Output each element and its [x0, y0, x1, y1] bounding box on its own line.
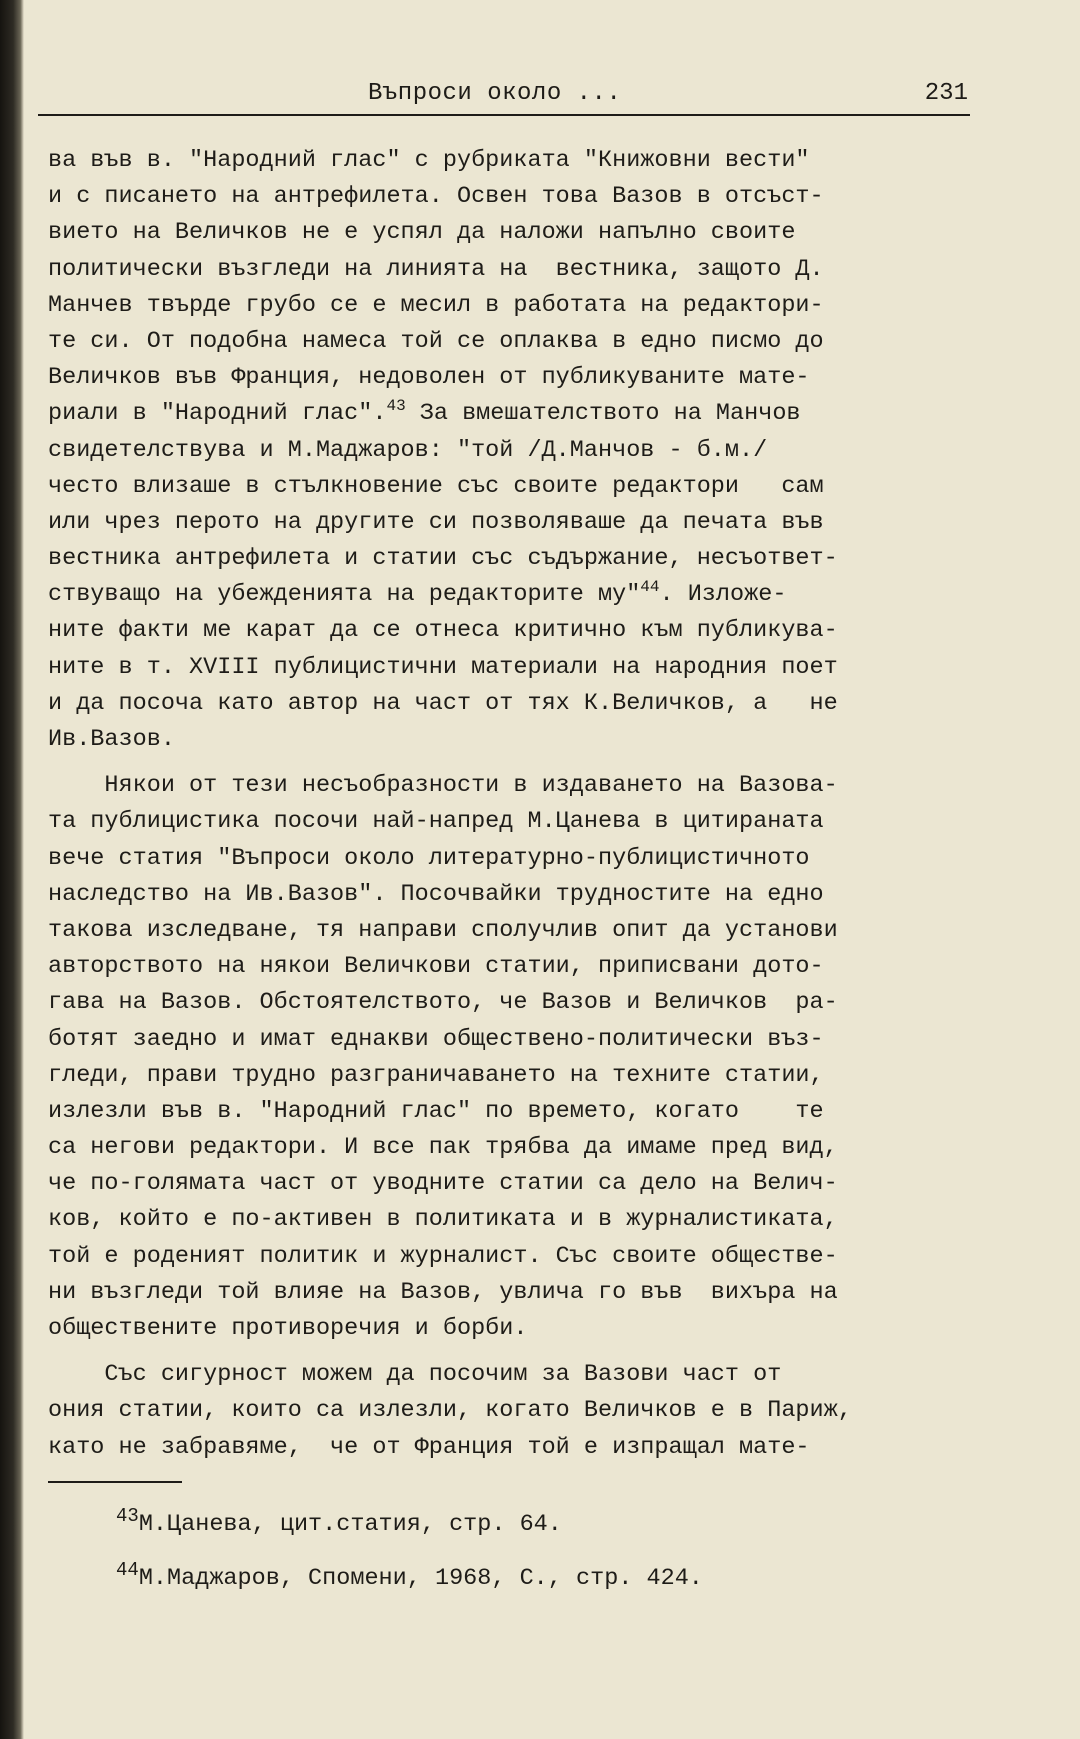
text-line: че по-голямата част от уводните статии са дело на Велич-: [48, 1170, 838, 1198]
text-line: политически възгледи на линията на вестника, защото Д.: [48, 255, 824, 283]
text-line: са негови редактори. И все пак трябва да имаме пред вид,: [48, 1134, 838, 1162]
footnote-ref-43: 43: [386, 397, 406, 416]
text-line: Ив.Вазов.: [48, 726, 175, 753]
text-line: и с писането на антрефилета. Освен това Вазов в отсъст-: [48, 183, 824, 211]
line-text: риали в "Народний глас".: [48, 400, 387, 428]
text-line: вече статия "Въпроси около литературно-публицистичното: [48, 844, 810, 872]
text-line: Манчев твърде грубо се е месил в работата на редактори-: [48, 291, 824, 319]
paragraph: [48, 1357, 996, 1466]
text-line: ков, който е по-активен в политиката и в журналистиката,: [48, 1206, 838, 1234]
text-line: Величков във Франция, недоволен от публикуваните мате-: [48, 364, 810, 392]
text-line: като не забравяме, че от Франция той е изпращал мате-: [48, 1433, 810, 1461]
text-line: [48, 577, 996, 613]
page-number: 231: [924, 80, 968, 107]
text-line: гледи, прави трудно разграничаването на техните статии,: [48, 1061, 824, 1089]
text-line: ботят заедно и имат еднакви обществено-политически въз-: [48, 1025, 824, 1053]
text-line: наследство на Ив.Вазов". Посочвайки трудностите на едно: [48, 880, 824, 908]
text-line: излезли във в. "Народний глас" по времето, когато те: [48, 1097, 824, 1125]
footnote-separator: [48, 1481, 182, 1483]
text-line: той е роденият политик и журналист. Със своите обществе-: [48, 1242, 838, 1270]
running-title: Въпроси около ...: [368, 80, 622, 107]
paragraph: [48, 768, 996, 1347]
footnote-ref-44: 44: [640, 578, 660, 597]
text-line: вието на Величков не е успял да наложи напълно своите: [48, 219, 796, 247]
running-header: [38, 80, 970, 116]
text-line: такова изследване, тя направи сполучлив опит да установи: [48, 916, 838, 944]
footnotes: [116, 1498, 703, 1606]
footnote-44: [116, 1552, 703, 1606]
footnote-43: [116, 1498, 703, 1552]
body-text: [48, 143, 996, 1466]
paragraph: [48, 143, 996, 758]
line-text-tail: . Изложе-: [659, 581, 787, 609]
text-line: [48, 396, 996, 432]
text-line: и да посоча като автор на част от тях К.Величков, а не: [48, 689, 838, 717]
footnote-text: М.Цанева, цит.статия, стр. 64.: [138, 1511, 562, 1538]
text-line: ония статии, които са излезли, когато Величков е в Париж,: [48, 1397, 852, 1425]
text-line: вестника антрефилета и статии със съдържание, несъответ-: [48, 545, 838, 573]
text-line: свидетелствува и М.Маджаров: "той /Д.Манчов - б.м./: [48, 436, 768, 464]
text-line: Със сигурност можем да посочим за Вазови част от: [48, 1361, 782, 1389]
text-line: обществените противоречия и борби.: [48, 1315, 528, 1342]
paragraph-gap: [48, 1347, 996, 1357]
text-line: ните в т. XVIII публицистични материали на народния поет: [48, 653, 838, 681]
text-line: ва във в. "Народний глас" с рубриката "Книжовни вести": [48, 147, 810, 174]
footnote-number: 44: [116, 1559, 139, 1582]
footnote-number: 43: [116, 1505, 139, 1528]
text-line: често влизаше в стълкновение със своите редактори сам: [48, 472, 824, 500]
text-line: та публицистика посочи най-напред М.Цанева в цитираната: [48, 808, 824, 836]
line-text-tail: За вмешателството на Манчов: [405, 400, 801, 428]
footnote-text: М.Маджаров, Спомени, 1968, С., стр. 424.: [138, 1565, 703, 1592]
text-line: или чрез перото на другите си позволяваше да печата във: [48, 508, 824, 536]
text-line: те си. От подобна намеса той се оплаква в едно писмо до: [48, 327, 824, 355]
line-text: ствуващо на убежденията на редакторите му": [48, 581, 641, 609]
paragraph-gap: [48, 758, 996, 768]
text-line: ни възгледи той влияе на Вазов, увлича го във вихъра на: [48, 1278, 838, 1306]
text-line: гава на Вазов. Обстоятелството, че Вазов и Величков ра-: [48, 989, 838, 1017]
text-line: авторството на някои Величкови статии, приписвани дото-: [48, 953, 824, 981]
text-line: ните факти ме карат да се отнеса критично към публикува-: [48, 617, 838, 645]
text-line: Някои от тези несъобразности в издаването на Вазова-: [48, 772, 838, 800]
